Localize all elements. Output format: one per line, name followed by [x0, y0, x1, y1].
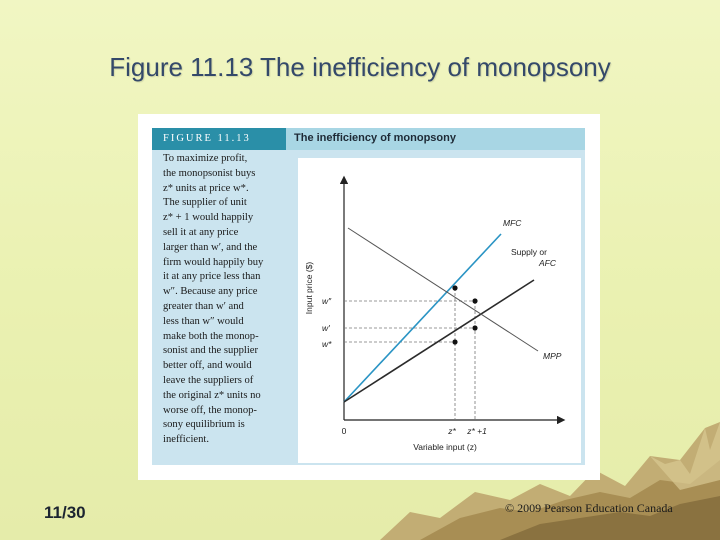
curve-label-afc: AFC	[539, 258, 556, 268]
point-supply-z-star	[452, 339, 457, 344]
figure-caption	[163, 152, 291, 448]
origin-label: 0	[341, 426, 347, 436]
graph-area	[298, 158, 581, 463]
curve-label-mfc: MFC	[503, 218, 522, 228]
point-mfc-mpp	[452, 285, 457, 290]
figure-label: FIGURE 11.13	[152, 128, 286, 150]
mpp-line	[348, 228, 538, 351]
slide-title: Figure 11.13 The inefficiency of monopsony	[109, 52, 611, 82]
caption-line: To maximize profit,	[163, 153, 248, 164]
caption-line: less than w″ would	[163, 315, 244, 327]
y-axis-label: Input price ($)	[304, 261, 314, 315]
figure-panel	[152, 128, 585, 465]
caption-line: inefficient.	[163, 434, 209, 446]
caption-line: z* units at price w*.	[163, 182, 249, 194]
copyright-notice: © 2009 Pearson Education Canada	[505, 501, 673, 515]
monopsony-graph	[298, 158, 581, 463]
caption-line: better off, and would	[163, 360, 252, 372]
caption-line: greater than w′ and	[163, 300, 244, 312]
x-tick-z-star-plus-1: z* +1	[467, 426, 487, 436]
y-tick-w-prime: w′	[322, 323, 330, 333]
caption-line: make both the monop-	[163, 330, 259, 342]
x-tick-z-star: z*	[448, 426, 456, 436]
supply-line	[344, 280, 534, 402]
caption-line: the monopsonist buys	[163, 167, 256, 179]
caption-line: sony equilibrium is	[163, 419, 245, 431]
caption-line: z* + 1 would happily	[163, 212, 254, 224]
caption-line: sell it at any price	[163, 226, 239, 238]
caption-line: The supplier of unit	[163, 197, 247, 209]
y-tick-w-star: w*	[322, 339, 332, 349]
caption-line: the original z* units no	[163, 389, 261, 401]
caption-line: sonist and the supplier	[163, 345, 259, 357]
caption-line: it at any price less than	[163, 271, 261, 283]
figure-frame	[138, 114, 600, 480]
caption-line: leave the suppliers of	[163, 374, 254, 386]
figure-heading: The inefficiency of monopsony	[294, 132, 456, 144]
point-supply-z-plus-1	[472, 325, 477, 330]
x-axis-label: Variable input (z)	[413, 442, 477, 452]
point-mpp-z-plus-1	[472, 298, 477, 303]
caption-line: larger than w′, and the	[163, 241, 258, 253]
caption-line: worse off, the monop-	[163, 404, 257, 416]
y-tick-w-double-prime: w″	[322, 296, 332, 306]
caption-line: w″. Because any price	[163, 286, 258, 298]
curve-label-supply: Supply or	[511, 247, 547, 257]
slide-number: 11/30	[44, 503, 86, 522]
curve-label-mpp: MPP	[543, 351, 562, 361]
figure-header	[152, 128, 585, 150]
caption-line: firm would happily buy	[163, 256, 264, 268]
mfc-line	[344, 234, 501, 402]
